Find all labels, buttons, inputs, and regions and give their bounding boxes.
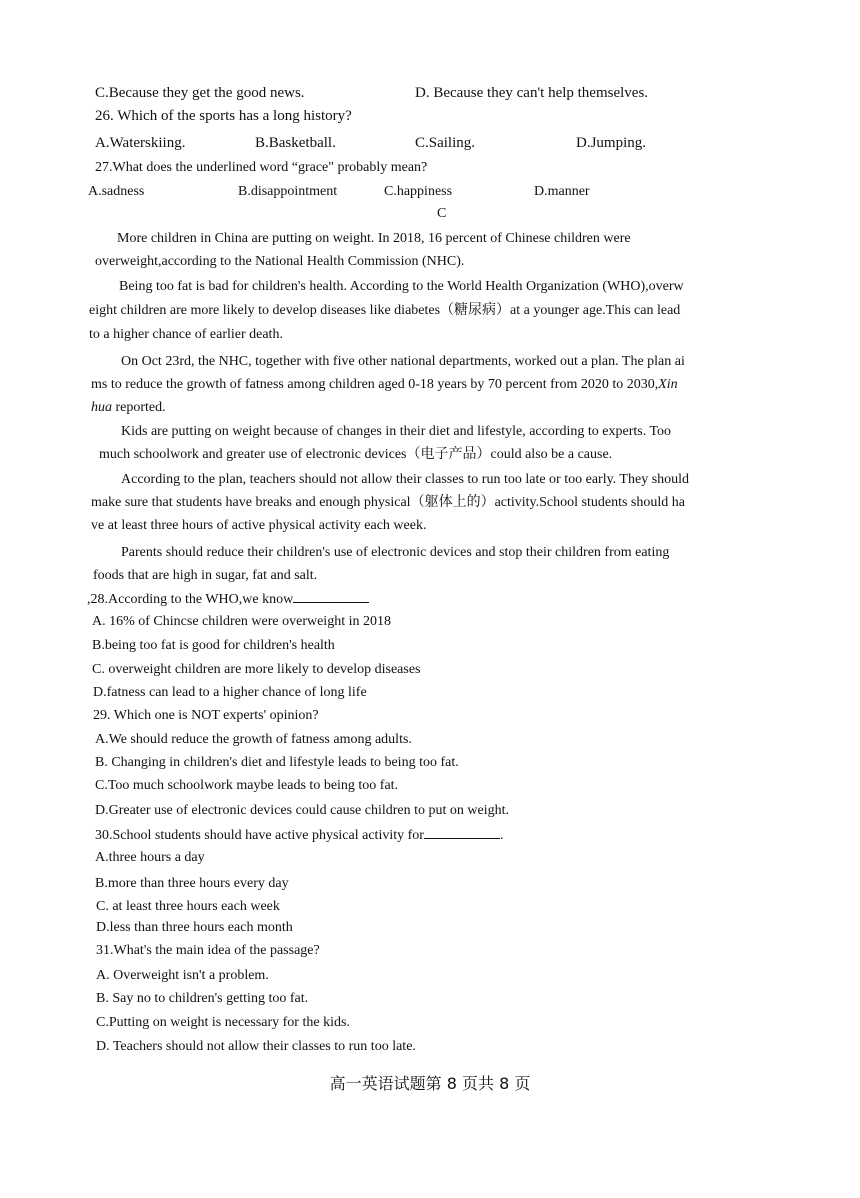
q28-option-a: A. 16% of Chincse children were overweight in 2018 bbox=[92, 614, 391, 629]
q30-end: . bbox=[499, 828, 504, 843]
passage-line: Kids are putting on weight because of changes in their diet and lifestyle, according to experts. Too bbox=[121, 424, 672, 439]
passage-line: Being too fat is bad for children's health. According to the World Health Organization (WHO),overw bbox=[119, 279, 684, 294]
q30-option-d: D.less than three hours each month bbox=[96, 920, 293, 935]
passage-line: to a higher chance of earlier death. bbox=[89, 327, 283, 342]
q26-option-a: A.Waterskiing. bbox=[95, 135, 186, 151]
q31-option-a: A. Overweight isn't a problem. bbox=[96, 968, 269, 983]
q30-stem-text: 30.School students should have active physical activity for bbox=[95, 828, 424, 843]
q25-option-d: D. Because they can't help themselves. bbox=[415, 85, 649, 101]
q31-stem: 31.What's the main idea of the passage? bbox=[96, 943, 320, 958]
q28-option-b: B.being too fat is good for children's health bbox=[92, 638, 335, 653]
passage-line bbox=[91, 376, 678, 394]
q30-option-c: C. at least three hours each week bbox=[96, 899, 280, 914]
q29-option-d: D.Greater use of electronic devices could cause children to put on weight. bbox=[95, 803, 510, 818]
passage-line bbox=[91, 399, 166, 417]
q27-option-c: C.happiness bbox=[384, 184, 453, 199]
passage-line: Parents should reduce their children's use of electronic devices and stop their children from eating bbox=[121, 545, 670, 560]
q28-option-d: D.fatness can lead to a higher chance of long life bbox=[93, 685, 367, 700]
passage-line: ve at least three hours of active physical activity each week. bbox=[91, 518, 427, 533]
passage-line: overweight,according to the National Health Commission (NHC). bbox=[95, 254, 465, 269]
q29-option-b: B. Changing in children's diet and lifestyle leads to being too fat. bbox=[95, 755, 459, 770]
q27-option-d: D.manner bbox=[534, 184, 590, 199]
q30-option-b: B.more than three hours every day bbox=[95, 876, 289, 891]
passage-line: According to the plan, teachers should not allow their classes to run too late or too early. They should bbox=[121, 472, 690, 487]
page-footer: 高一英语试题第 8 页共 8 页 bbox=[329, 1074, 531, 1093]
q28-option-c: C. overweight children are more likely to develop diseases bbox=[92, 662, 421, 677]
passage-line: eight children are more likely to develop diseases like diabetes（糖尿病）at a younger age.This can lead bbox=[89, 303, 681, 318]
q27-option-a: A.sadness bbox=[88, 184, 145, 199]
source-hua: hua bbox=[91, 400, 112, 415]
q31-option-c: C.Putting on weight is necessary for the kids. bbox=[96, 1015, 350, 1030]
source-xin: Xin bbox=[658, 377, 678, 392]
q29-stem: 29. Which one is NOT experts' opinion? bbox=[93, 708, 319, 723]
passage-line: much schoolwork and greater use of electronic devices（电子产品）could also be a cause. bbox=[99, 447, 613, 462]
q31-option-d: D. Teachers should not allow their classes to run too late. bbox=[96, 1039, 416, 1054]
passage-line: foods that are high in sugar, fat and salt. bbox=[93, 568, 318, 583]
q25-option-c: C.Because they get the good news. bbox=[95, 85, 305, 101]
q27-option-b: B.disappointment bbox=[238, 184, 338, 199]
answer-blank bbox=[293, 590, 369, 603]
passage-line: More children in China are putting on weight. In 2018, 16 percent of Chinese children were bbox=[117, 231, 631, 246]
q30-stem bbox=[95, 826, 503, 845]
q29-option-a: A.We should reduce the growth of fatness among adults. bbox=[95, 732, 412, 747]
passage-text: ms to reduce the growth of fatness among children aged 0-18 years by 70 percent from 2020 to 2030, bbox=[91, 377, 659, 392]
q28-stem bbox=[87, 590, 369, 609]
passage-line: On Oct 23rd, the NHC, together with five other national departments, worked out a plan. The plan ai bbox=[121, 354, 685, 369]
passage-label: C bbox=[437, 206, 447, 221]
q27-stem: 27.What does the underlined word “grace" probably mean? bbox=[95, 160, 428, 175]
q26-option-b: B.Basketball. bbox=[255, 135, 336, 151]
q26-option-d: D.Jumping. bbox=[576, 135, 647, 151]
passage-line: make sure that students have breaks and enough physical（躯体上的）activity.School students should ha bbox=[91, 495, 685, 510]
passage-text: reported. bbox=[115, 400, 166, 415]
q31-option-b: B. Say no to children's getting too fat. bbox=[96, 991, 309, 1006]
answer-blank bbox=[424, 826, 500, 839]
q29-option-c: C.Too much schoolwork maybe leads to being too fat. bbox=[95, 778, 399, 793]
q28-stem-text: ,28.According to the WHO,we know bbox=[87, 592, 294, 607]
q30-option-a: A.three hours a day bbox=[95, 850, 205, 865]
q26-stem: 26. Which of the sports has a long history? bbox=[95, 108, 352, 124]
q26-option-c: C.Sailing. bbox=[415, 135, 476, 151]
